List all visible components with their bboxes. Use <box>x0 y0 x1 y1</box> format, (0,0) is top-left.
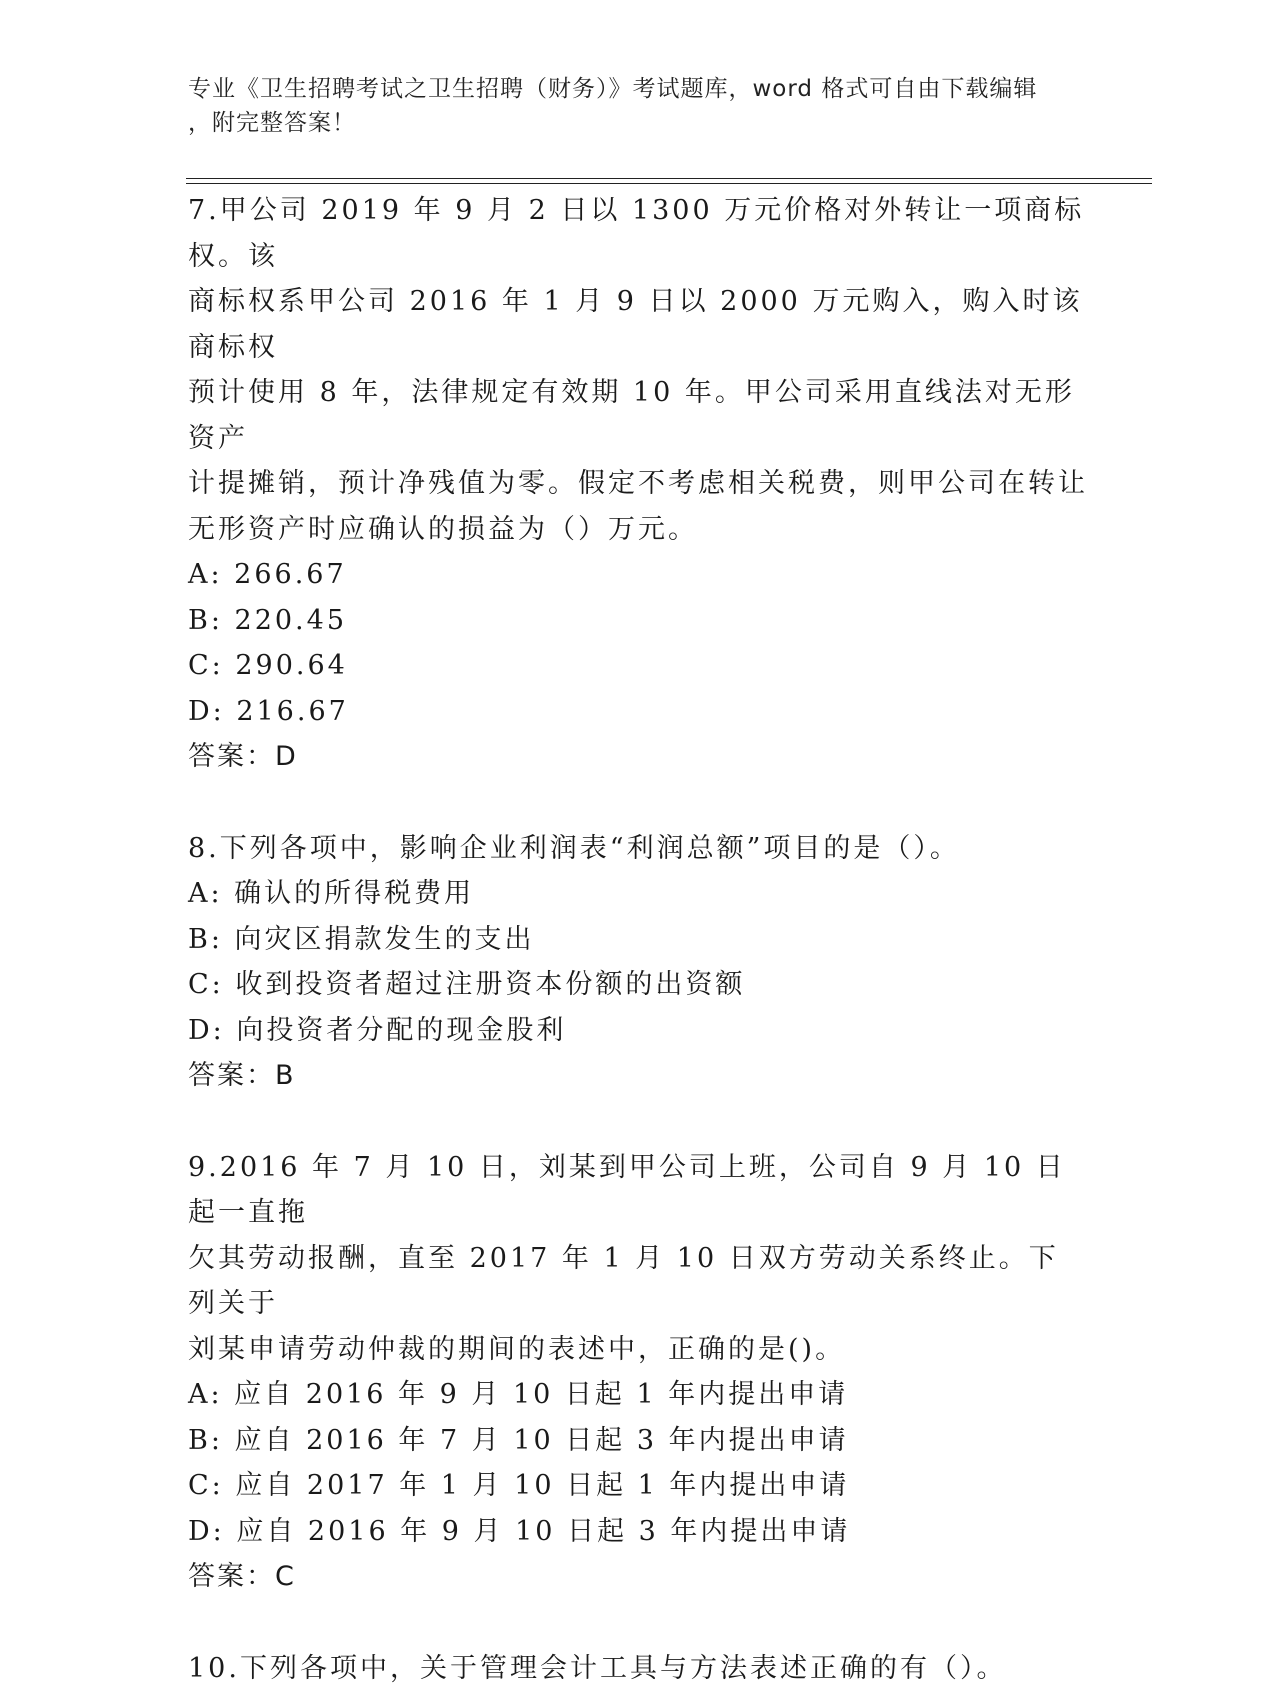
answer-line: 答案：C <box>188 1554 1088 1600</box>
question-stem-line: 欠其劳动报酬，直至 2017 年 1 月 10 日双方劳动关系终止。下列关于 <box>188 1236 1088 1327</box>
question-item <box>188 1145 1088 1600</box>
question-stem-line: 预计使用 8 年，法律规定有效期 10 年。甲公司采用直线法对无形资产 <box>188 370 1088 461</box>
option-c: C: 收到投资者超过注册资本份额的出资额 <box>188 962 1088 1008</box>
document-header <box>188 72 1068 140</box>
question-spacer <box>188 1600 1088 1646</box>
answer-line: 答案：D <box>188 734 1088 780</box>
option-a: A: 266.67 <box>188 552 1088 598</box>
answer-line: 答案：B <box>188 1053 1088 1099</box>
question-stem-line: 10.下列各项中，关于管理会计工具与方法表述正确的有（）。 <box>188 1646 1088 1691</box>
question-stem-line: 8.下列各项中，影响企业利润表“利润总额”项目的是（）。 <box>188 826 1088 872</box>
question-item <box>188 1646 1088 1691</box>
question-stem-line: 无形资产时应确认的损益为（）万元。 <box>188 507 1088 553</box>
header-divider <box>186 178 1152 179</box>
question-stem-line: 刘某申请劳动仲裁的期间的表述中，正确的是()。 <box>188 1327 1088 1373</box>
header-line: 专业《卫生招聘考试之卫生招聘（财务）》考试题库，word 格式可自由下载编辑 <box>188 72 1068 106</box>
option-b: B: 220.45 <box>188 598 1088 644</box>
question-spacer <box>188 780 1088 826</box>
option-a: A: 应自 2016 年 9 月 10 日起 1 年内提出申请 <box>188 1372 1088 1418</box>
question-list <box>188 188 1088 1691</box>
header-line: ，附完整答案！ <box>188 106 1068 140</box>
option-c: C: 应自 2017 年 1 月 10 日起 1 年内提出申请 <box>188 1463 1088 1509</box>
question-item <box>188 188 1088 780</box>
option-b: B: 向灾区捐款发生的支出 <box>188 917 1088 963</box>
header-divider <box>186 183 1152 184</box>
option-d: D: 向投资者分配的现金股利 <box>188 1008 1088 1054</box>
question-stem-line: 9.2016 年 7 月 10 日，刘某到甲公司上班，公司自 9 月 10 日起一直拖 <box>188 1145 1088 1236</box>
question-item <box>188 826 1088 1099</box>
question-stem-line: 7.甲公司 2019 年 9 月 2 日以 1300 万元价格对外转让一项商标权。该 <box>188 188 1088 279</box>
option-c: C: 290.64 <box>188 643 1088 689</box>
option-a: A: 确认的所得税费用 <box>188 871 1088 917</box>
question-stem-line: 计提摊销，预计净残值为零。假定不考虑相关税费，则甲公司在转让 <box>188 461 1088 507</box>
question-spacer <box>188 1099 1088 1145</box>
option-d: D: 216.67 <box>188 689 1088 735</box>
option-b: B: 应自 2016 年 7 月 10 日起 3 年内提出申请 <box>188 1418 1088 1464</box>
question-stem-line: 商标权系甲公司 2016 年 1 月 9 日以 2000 万元购入，购入时该商标权 <box>188 279 1088 370</box>
option-d: D: 应自 2016 年 9 月 10 日起 3 年内提出申请 <box>188 1509 1088 1555</box>
